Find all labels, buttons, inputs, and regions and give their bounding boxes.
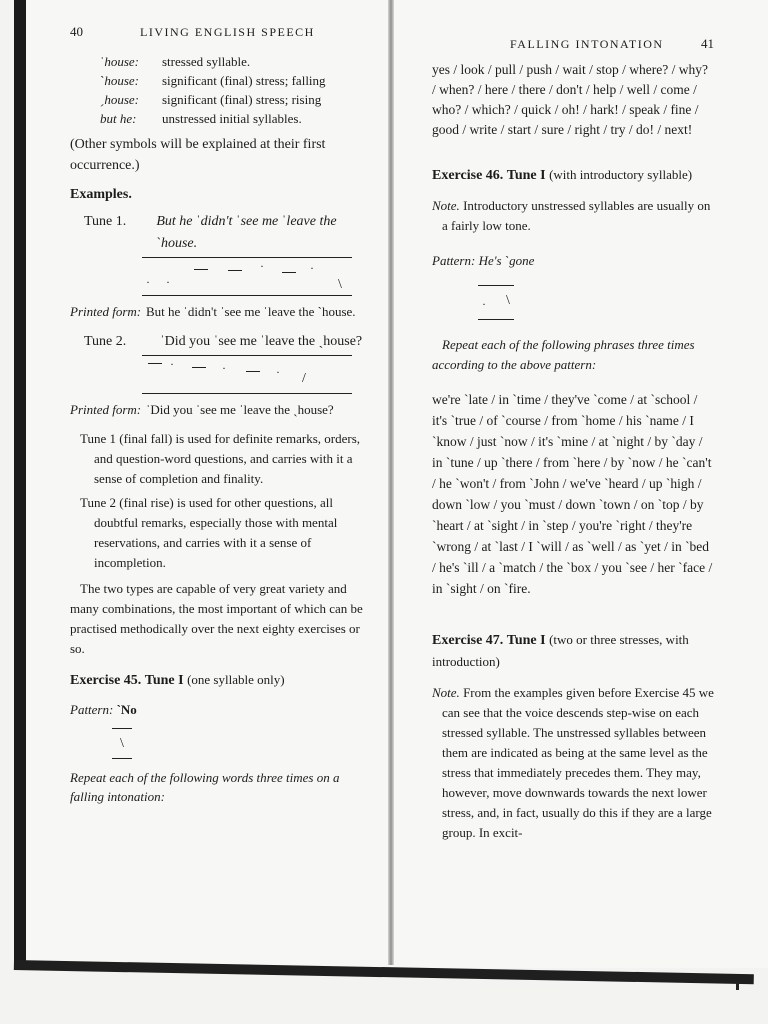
types-paragraph: The two types are capable of very great variety and many combinations, the most important of which can be practised methodically over the next eighty exercises or so. xyxy=(70,581,363,656)
tune1-label: Tune 1. xyxy=(84,214,127,229)
exercise-45-heading: Exercise 45. Tune I (one syllable only) xyxy=(70,672,285,688)
tune1-text: But he ˈdidn't ˈsee me ˈleave the ˋhouse. xyxy=(156,214,337,251)
exercise-45-pattern: Pattern: ˋNo xyxy=(70,702,137,717)
examples-heading: Examples. xyxy=(70,187,132,202)
book-gutter xyxy=(388,0,394,965)
tune1-description: Tune 1 (final fall) is used for definite remarks, orders, and question-word questions, and carries with it a sense of completion and finality. xyxy=(80,431,361,486)
legend-row: but he: unstressed initial syllables. xyxy=(100,111,302,126)
left-page xyxy=(70,24,370,806)
symbol-legend xyxy=(100,52,370,128)
rise-mark-icon: / xyxy=(302,371,306,386)
right-page-number: 41 xyxy=(701,36,714,51)
tune2-intonation-staff: · · · / xyxy=(142,353,352,395)
scan-left-edge xyxy=(14,0,26,968)
tune1-example xyxy=(70,211,370,255)
fall-mark-icon: \ xyxy=(338,277,342,292)
tune2-example xyxy=(70,331,370,353)
pattern-staff xyxy=(112,720,370,764)
tune2-label: Tune 2. xyxy=(84,334,127,349)
other-symbols-note: (Other symbols will be explained at their first occurrence.) xyxy=(70,137,326,173)
exercise-46-phrase-list: we're ˋlate / in ˋtime / they've ˋcome / at ˋschool / it's ˋtrue / of ˋcourse / from ˋhome / his ˋname / I ˋknow / just ˋnow / it's ˋmine / at ˋnight / by ˋday / in ˋtune / up ˋthere / from ˋhere / by ˋnow / he ˋcan't / he ˋwon't / from ˋJohn / we've ˋheard / up ˋhigh / down ˋlow / you ˋmust / down ˋtown / on ˋtop / by ˋheart / at ˋsight / in ˋstep / you're ˋright / they're ˋwrong / at ˋlast / I ˋwill / as ˋwell / as ˋyet / in ˋbed / he's ˋill / a ˋmatch / the ˋbox / you ˋsee / her ˋface / in ˋsight / on ˋfire. xyxy=(432,392,713,596)
printed-form-1: Printed form: But he ˈdidn't ˈsee me ˈleave the ˋhouse. xyxy=(70,304,356,319)
tune2-description: Tune 2 (final rise) is used for other questions, all doubtful remarks, especially those with mental reservations, and carries with it a sense of incompletion. xyxy=(80,495,338,570)
left-running-head: LIVING ENGLISH SPEECH xyxy=(140,25,315,39)
right-running-head: FALLING INTONATION xyxy=(510,37,664,51)
right-page xyxy=(432,36,714,843)
exercise-45-word-list: yes / look / pull / push / wait / stop / where? / why? / when? / here / there / don't / help / well / come / who? / which? / quick / oh! / hark! / speak / fine / good / write / start / sure / right / try / do! / next! xyxy=(432,62,708,137)
fall-mark-icon: \ xyxy=(506,293,510,308)
tune2-text: ˈDid you ˈsee me ˈleave the ˏhouse? xyxy=(160,334,363,349)
scan-mark xyxy=(736,982,739,990)
exercise-46-instruction: Repeat each of the following phrases three times according to the above pattern: xyxy=(432,337,695,372)
exercise-47-heading: Exercise 47. Tune I (two or three stresses, with introduction) xyxy=(432,632,689,669)
left-page-header xyxy=(70,24,370,40)
fall-mark-icon: \ xyxy=(120,736,124,751)
printed-form-2: Printed form: ˈDid you ˈsee me ˈleave the ˏhouse? xyxy=(70,402,334,417)
exercise-46-note: Note. Introductory unstressed syllables are usually on a fairly low tone. xyxy=(432,198,711,233)
legend-row: ˈhouse: stressed syllable. xyxy=(100,54,251,69)
right-page-header xyxy=(432,36,714,52)
left-page-number: 40 xyxy=(70,24,83,39)
exercise-46-pattern: Pattern: He's ˋgone xyxy=(432,253,535,268)
exercise-45-instruction: Repeat each of the following words three times on a falling intonation: xyxy=(70,770,340,804)
exercise-46-heading: Exercise 46. Tune I (with introductory syllable) xyxy=(432,167,693,183)
exercise-47-note: Note. From the examples given before Exercise 45 we can see that the voice descends step-wise on each stressed syllable. The unstressed syllables between them are indicated as being at the same level as the stress that immediately precedes them. They may, however, move downwards towards the next lower stress, and, in fact, usually do this if they are a large group. In excit- xyxy=(432,685,714,840)
pattern-staff-46: · \ xyxy=(478,271,714,325)
legend-row: ˋhouse: significant (final) stress; falling xyxy=(100,73,326,88)
legend-row: ˏhouse: significant (final) stress; rising xyxy=(100,92,322,107)
tune1-intonation-staff: · · · · \ xyxy=(142,255,352,297)
